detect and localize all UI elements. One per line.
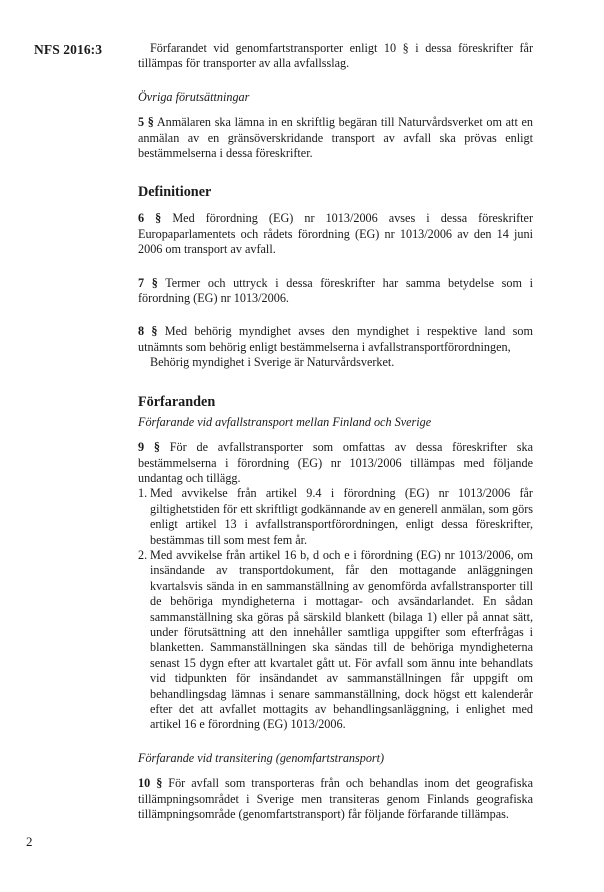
section-8-paragraph: [138, 324, 533, 355]
intro-paragraph: Förfarandet vid genomfartstransporter enligt 10 § i dessa föreskrifter får tillämpas för transporter av alla avfallsslag.: [138, 41, 533, 71]
section-7-number: 7 §: [138, 275, 158, 290]
section-9-list: [138, 486, 533, 733]
section-8-number: 8 §: [138, 324, 158, 339]
section-10-subheading: Förfarande vid transitering (genomfartstransport): [138, 750, 385, 765]
procedures-heading: Förfaranden: [138, 393, 216, 410]
section-8-paragraph-2: Behörig myndighet i Sverige är Naturvårdsverket.: [150, 355, 395, 370]
document-code: NFS 2016:3: [34, 42, 103, 57]
section-9-subheading: Förfarande vid avfallstransport mellan Finland och Sverige: [138, 414, 432, 429]
section-9-paragraph: [138, 440, 533, 486]
section-10-number: 10 §: [138, 776, 163, 791]
section-7-paragraph: [138, 276, 533, 307]
list-item-number: 2.: [138, 547, 148, 562]
list-item-text: Med avvikelse från artikel 16 b, d och e i förordning (EG) nr 1013/2006, om insändande av transportdokument, får den mottagande anläggningen kvartalsvis sända in en sammanställning av genomförda avfallstransporter till de behöriga myndigheterna i mottagar- och avsändarlandet. En sådan sammanställning ska göras på särskild blankett (bilaga 1) eller på annat sätt, under förutsättning att den innehåller samtliga uppgifter som efterfrågas i blanketten. Sammanställningen ska sändas till de behöriga myndigheterna senast 15 dygn efter att kvartalet gått ut. För avfall som ännu inte behandlats vid tidpunkten för insändandet av sammanställningen får uppgift om behandlingsdag lämnas i senare sammanställning, dock högst ett kalenderår efter det att avfallet mottagits av behandlingsanläggning, i enlighet med artikel 16 e förordning (EG) 1013/2006.: [150, 547, 533, 732]
list-item: [138, 486, 533, 548]
section-6-text: Med förordning (EG) nr 1013/2006 avses i dessa föreskrifter Europaparlamentets och rådets förordning (EG) nr 1013/2006 av den 14 juni 2006 om transport av avfall.: [138, 211, 533, 257]
section-9-text: För de avfallstransporter som omfattas av dessa föreskrifter ska bestämmelserna i förordning (EG) nr 1013/2006 tillämpas med följande undantag och tillägg.: [138, 440, 533, 485]
list-item: [138, 548, 533, 733]
section-5-number: 5 §: [138, 115, 154, 130]
section-6-paragraph: [138, 211, 533, 257]
section-9-number: 9 §: [138, 440, 160, 455]
section-7-text: Termer och uttryck i dessa föreskrifter har samma betydelse som i förordning (EG) nr 1013/2006.: [138, 275, 533, 306]
section-6-number: 6 §: [138, 211, 162, 226]
document-body: [138, 41, 533, 822]
section-8-text: Med behörig myndighet avses den myndighet i respektive land som utnämnts som behörig enligt bestämmelserna i avfallstransportförordningen,: [138, 324, 534, 354]
section-5-subheading: Övriga förutsättningar: [138, 89, 250, 104]
page-number: 2: [26, 834, 33, 849]
section-10-text: För avfall som transporteras från och behandlas inom det geografiska tillämpningsområdet i Sverige men transiteras genom Finlands geografiska tillämpningsområde (genomfartstransport) får följande förfarande tillämpas.: [138, 776, 533, 822]
section-10-paragraph: [138, 776, 533, 822]
definitions-heading: Definitioner: [138, 184, 212, 201]
list-item-number: 1.: [138, 486, 148, 501]
section-5-paragraph: [138, 115, 533, 161]
list-item-text: Med avvikelse från artikel 9.4 i förordning (EG) nr 1013/2006 får giltighetstiden för ett skriftligt godkännande av en generell anmälan, som görs enligt artikel 13 i avfallstransportförordningen, enligt dessa föreskrifter, bestämmas till som mest fem år.: [150, 486, 533, 547]
section-5-text: Anmälaren ska lämna in en skriftlig begäran till Naturvårdsverket om att en anmälan av en gränsöverskridande transport av avfall ska prövas enligt bestämmelserna i dessa föreskrifter.: [138, 115, 534, 161]
